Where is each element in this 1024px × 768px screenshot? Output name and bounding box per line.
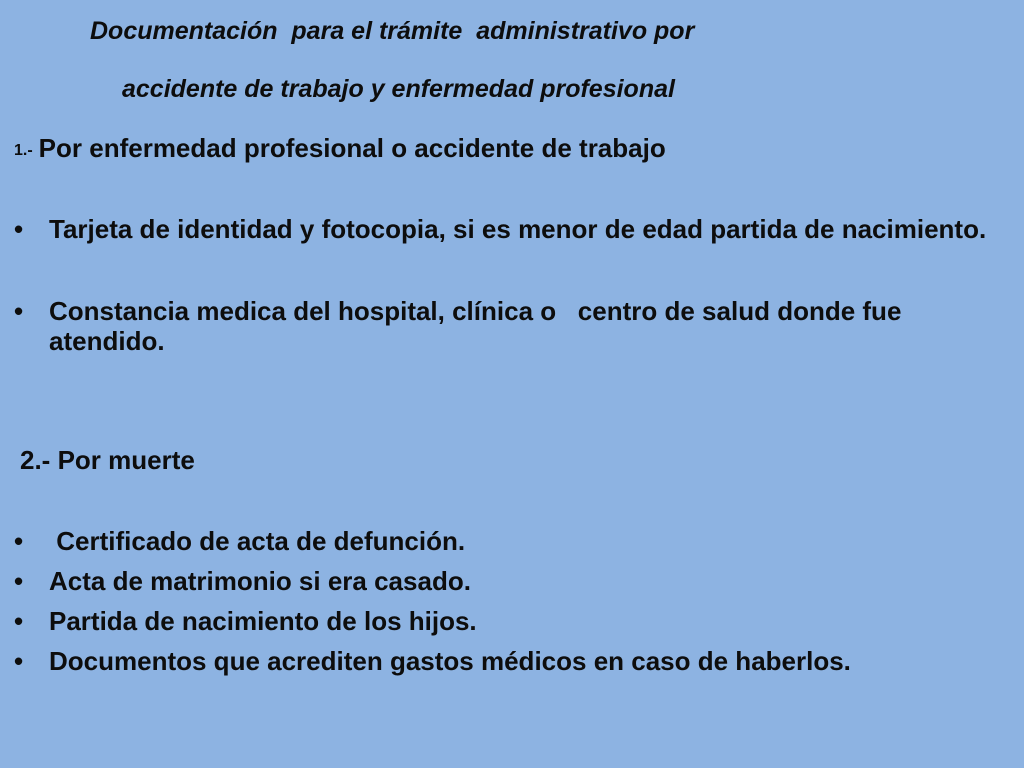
slide-title-line-2: accidente de trabajo y enfermedad profesional <box>122 75 675 103</box>
slide-title-line-1: Documentación para el trámite administrativo por <box>90 17 695 45</box>
section-heading-death: 2.- Por muerte <box>20 445 195 475</box>
bullet-icon: • <box>14 214 24 244</box>
list-item-text: Tarjeta de identidad y fotocopia, si es menor de edad partida de nacimiento. <box>49 214 987 244</box>
list-item <box>14 606 1014 636</box>
list-item-text: Certificado de acta de defunción. <box>49 526 466 556</box>
bullet-icon: • <box>14 526 24 556</box>
section-number: 1.- <box>14 142 33 159</box>
list-item-text: Documentos que acrediten gastos médicos en caso de haberlos. <box>49 646 851 676</box>
list-item <box>14 566 1014 596</box>
bullet-icon: • <box>14 606 24 636</box>
section-heading-text: Por enfermedad profesional o accidente de trabajo <box>38 133 666 163</box>
list-item-text: Partida de nacimiento de los hijos. <box>49 606 477 636</box>
death-documents-list <box>14 526 1014 686</box>
bullet-icon: • <box>14 296 24 326</box>
bullet-icon: • <box>14 566 24 596</box>
occupational-documents-list <box>14 214 1014 408</box>
bullet-icon: • <box>14 646 24 676</box>
list-item-text: Acta de matrimonio si era casado. <box>49 566 471 596</box>
list-item <box>14 646 1014 676</box>
section-heading-occupational <box>14 133 666 166</box>
list-item <box>14 214 1014 244</box>
list-item <box>14 526 1014 556</box>
list-item-text: Constancia medica del hospital, clínica o centro de salud donde fue atendido. <box>49 296 909 356</box>
list-item <box>14 296 1014 356</box>
